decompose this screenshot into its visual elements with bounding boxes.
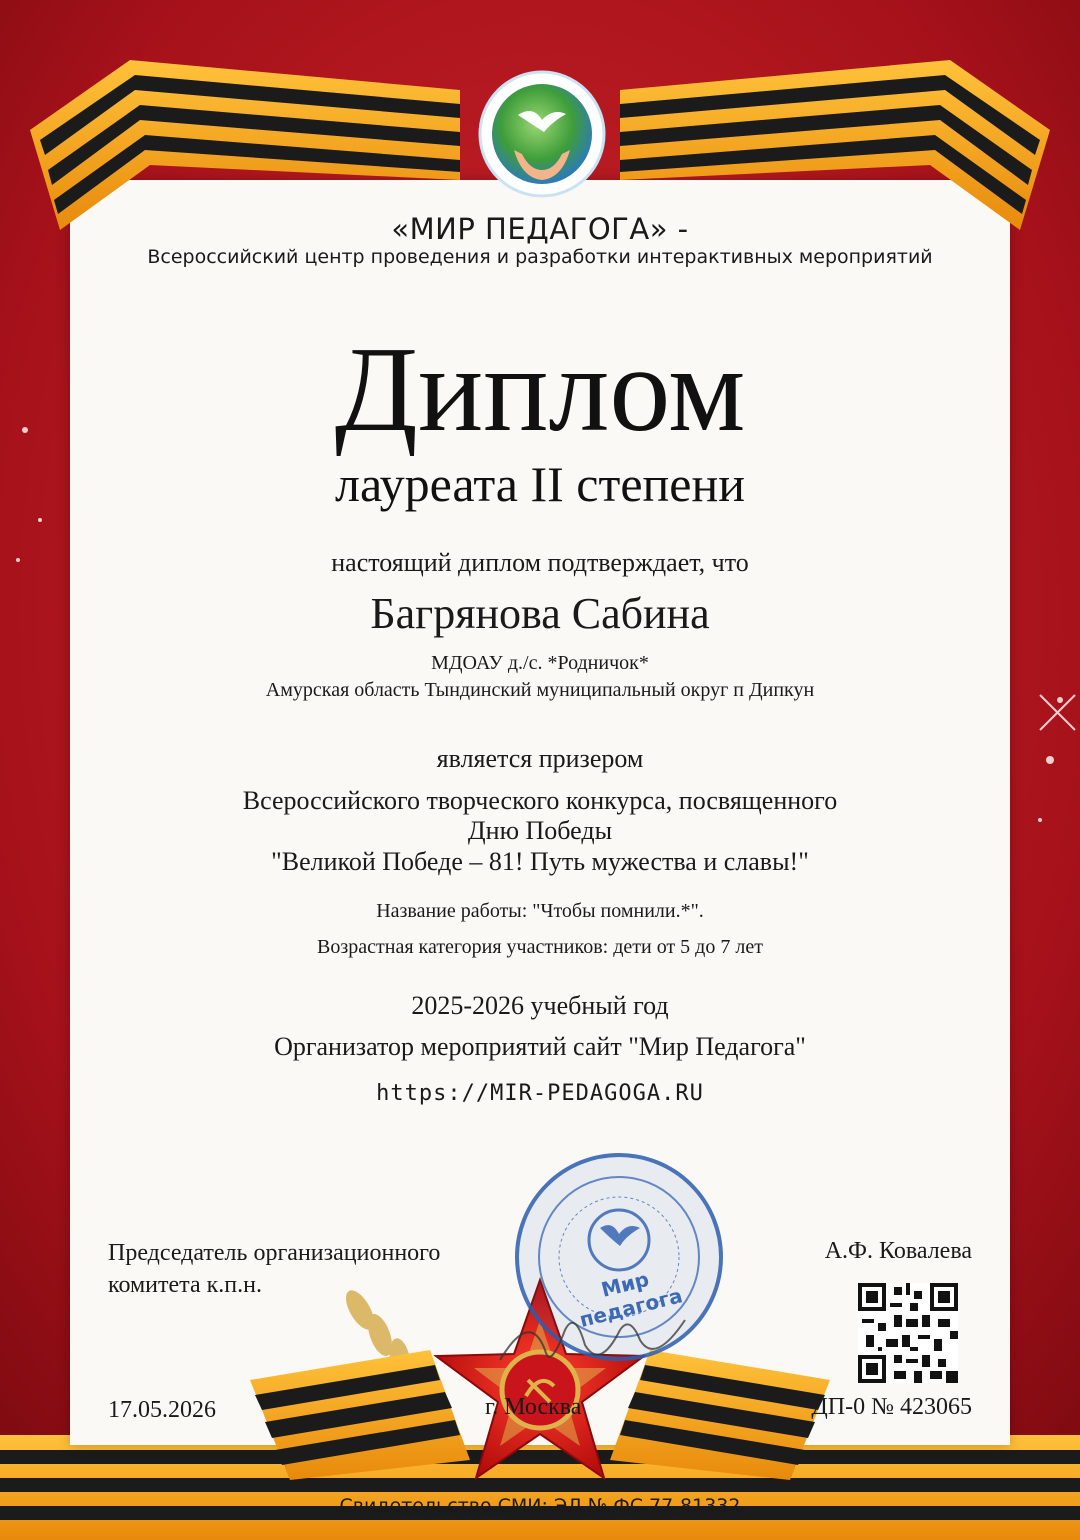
signer-role [108,1237,440,1301]
institution: МДОАУ д./с. *Родничок* [431,652,649,674]
contest-line-1: Всероссийского творческого конкурса, посвященного [242,786,838,815]
diploma-title: Диплом [334,322,746,457]
location: Амурская область Тындинский муниципальный округ п Дипкун [265,679,815,701]
stamp-text: Мир педагога [576,1266,685,1333]
work-title: Название работы: "Чтобы помнили.*". [376,900,704,922]
signer-role-line-1: Председатель организационного [108,1240,441,1266]
qr-code-icon[interactable] [858,1283,958,1383]
recipient-name: Багрянова Сабина [370,589,710,638]
issue-date: 17.05.2026 [108,1397,216,1423]
org-name: «МИР ПЕДАГОГА» - [391,212,689,246]
signer-role-line-2: комитета к.п.н. [108,1272,262,1298]
website-link[interactable]: https://MIR-PEDAGOGA.RU [376,1081,704,1106]
age-category: Возрастная категория участников: дети от 5 до 7 лет [317,936,763,958]
mir-pedagoga-logo-icon [478,70,606,198]
diploma-degree: лауреата II степени [335,456,745,512]
signer-name: А.Ф. Ковалева [824,1238,972,1264]
issue-city: г. Москва [485,1394,582,1420]
contest-line-2: Дню Победы [467,816,613,845]
school-year: 2025-2026 учебный год [411,991,669,1020]
media-registration: Свидетельство СМИ: ЭЛ № ФС 77-81332 [339,1495,741,1517]
signature-icon [490,1300,700,1390]
org-subtitle: Всероссийский центр проведения и разработки интерактивных мероприятий [147,246,933,268]
confirms-text: настоящий диплом подтверждает, что [331,548,749,577]
status-text: является призером [436,744,644,773]
organizer: Организатор мероприятий сайт "Мир Педагога" [274,1032,806,1061]
diploma-number: ДП-0 № 423065 [811,1394,972,1420]
contest-line-3: "Великой Победе – 81! Путь мужества и славы!" [271,847,809,876]
